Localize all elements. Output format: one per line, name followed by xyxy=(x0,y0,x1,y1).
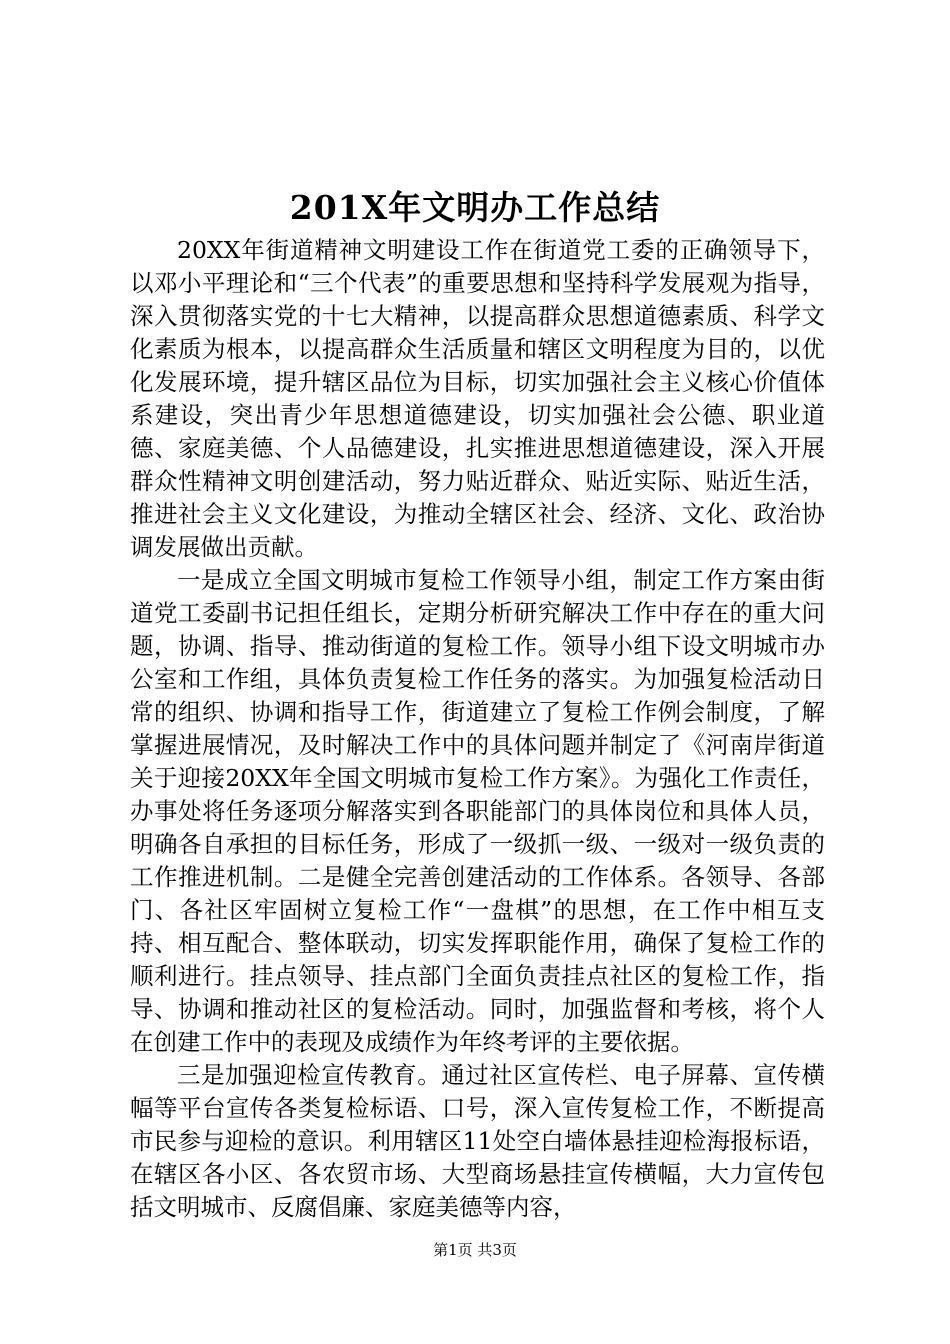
document-body xyxy=(130,234,825,1224)
page-footer: 第1页 共3页 xyxy=(433,1241,517,1259)
paragraph-leadership-group: 一是成立全国文明城市复检工作领导小组，制定工作方案由街道党工委副书记担任组长，定期分析研究解决工作中存在的重大问题，协调、指导、推动街道的复检工作。领导小组下设文明城市办公室和工作组，具体负责复检工作任务的落实。为加强复检活动日常的组织、协调和指导工作，街道建立了复检工作例会制度，了解掌握进展情况，及时解决工作中的具体问题并制定了《河南岸街道关于迎接20XX年全国文明城市复检工作方案》。为强化工作责任，办事处将任务逐项分解落实到各职能部门的具体岗位和具体人员，明确各自承担的目标任务，形成了一级抓一级、一级对一级负责的工作推进机制。二是健全完善创建活动的工作体系。各领导、各部门、各社区牢固树立复检工作“一盘棋”的思想，在工作中相互支持、相互配合、整体联动，切实发挥职能作用，确保了复检工作的顺利进行。挂点领导、挂点部门全面负责挂点社区的复检工作，指导、协调和推动社区的复检活动。同时，加强监督和考核，将个人在创建工作中的表现及成绩作为年终考评的主要依据。 xyxy=(130,566,825,1056)
paragraph-intro: 20XX年街道精神文明建设工作在街道党工委的正确领导下，以邓小平理论和“三个代表”的重要思想和坚持科学发展观为指导，深入贯彻落实党的十七大精神，以提高群众思想道德素质、科学文化素质为根本，以提高群众生活质量和辖区文明程度为目的，以优化发展环境，提升辖区品位为目标，切实加强社会主义核心价值体系建设，突出青少年思想道德建设，切实加强社会公德、职业道德、家庭美德、个人品德建设，扎实推进思想道德建设，深入开展群众性精神文明创建活动，努力贴近群众、贴近实际、贴近生活，推进社会主义文化建设，为推动全辖区社会、经济、文化、政治协调发展做出贡献。 xyxy=(130,236,825,561)
document-title: 201X年文明办工作总结 xyxy=(289,188,661,227)
paragraph-publicity: 三是加强迎检宣传教育。通过社区宣传栏、电子屏幕、宣传横幅等平台宣传各类复检标语、口号，深入宣传复检工作，不断提高市民参与迎检的意识。利用辖区11处空白墙体悬挂迎检海报标语，在辖区各小区、各农贸市场、大型商场悬挂宣传横幅，大力宣传包括文明城市、反腐倡廉、家庭美德等内容， xyxy=(130,1061,825,1221)
